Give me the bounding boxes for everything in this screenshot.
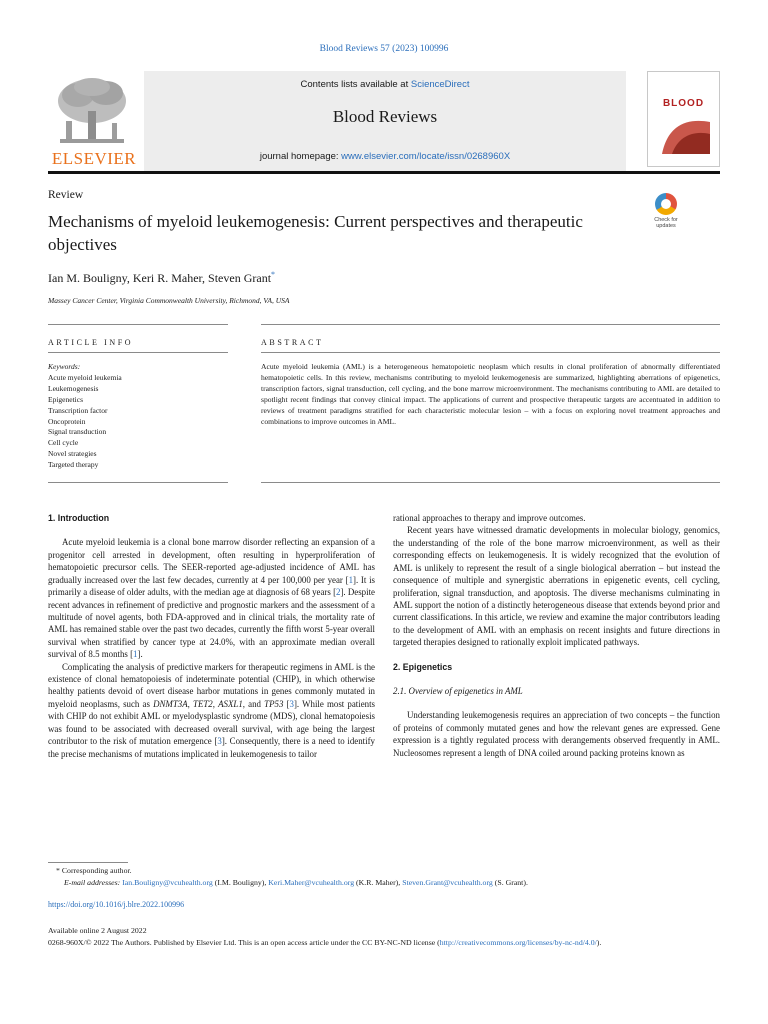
footnote-divider: [48, 862, 128, 863]
corresponding-author-note: * Corresponding author.: [56, 866, 132, 875]
citation-link[interactable]: 2: [336, 587, 341, 598]
keyword[interactable]: Signal transduction: [48, 427, 107, 437]
check-updates-label: Check for updates: [654, 217, 678, 229]
citation-link[interactable]: 1: [133, 649, 138, 660]
homepage-line: [144, 151, 626, 162]
email-link[interactable]: Ian.Bouligny@vcuhealth.org: [122, 878, 213, 887]
keyword[interactable]: Leukemogenesis: [48, 383, 99, 393]
section-heading-introduction: 1. Introduction: [48, 513, 110, 523]
doi-link[interactable]: https://doi.org/10.1016/j.blre.2022.100996: [48, 900, 185, 909]
keywords-label: Keywords:: [48, 362, 81, 371]
article-info-mid-rule: [48, 352, 228, 353]
citation-link[interactable]: 1: [348, 574, 353, 585]
available-online: Available online 2 August 2022: [48, 926, 147, 935]
affiliation: Massey Cancer Center, Virginia Commonwealth University, Richmond, VA, USA: [48, 296, 290, 305]
header-divider: [48, 171, 720, 174]
body-column-right: [393, 512, 720, 759]
keyword[interactable]: Cell cycle: [48, 438, 79, 448]
abstract-top-rule: [261, 324, 720, 325]
paragraph: rational approaches to therapy and improve outcomes.: [393, 513, 586, 523]
license-note: 0268-960X/© 2022 The Authors. Published by Elsevier Ltd. This is an open access article under the CC BY-NC-ND license (http://creativecommons.org/licenses/by-nc-nd/4.0/).: [48, 938, 602, 947]
masthead: [48, 71, 720, 171]
check-updates-icon: [655, 193, 677, 215]
article-info-top-rule: [48, 324, 228, 325]
keyword[interactable]: Acute myeloid leukemia: [48, 372, 122, 382]
abstract-text: Acute myeloid leukemia (AML) is a heterogeneous hematopoietic neoplasm which results in clonal proliferation of abnormally differentiated hematopoietic cells. In this review, mechanisms contributing to myeloid leukemogenesis are summarized, highlighting aberrations of epigenetics, transcription factors, signal transduction, cell cycling, and the bone marrow microenvironment. The mechanisms contributing to AML are detailed to spotlight recent findings that convey clinical impact. The applications of current and prospective therapeutic targets are accentuated in addition to reviews of treatment paradigms stratified for each characteristic molecular lesion – with a focus on exploring novel treatment approaches and combinations to improve outcomes in AML.: [261, 362, 720, 426]
sciencedirect-link[interactable]: ScienceDirect: [410, 79, 470, 90]
keyword[interactable]: Transcription factor: [48, 405, 108, 415]
keyword[interactable]: Novel strategies: [48, 449, 97, 459]
article-type: Review: [48, 189, 84, 201]
email-link[interactable]: Steven.Grant@vcuhealth.org: [402, 878, 493, 887]
elsevier-wordmark: ELSEVIER: [51, 149, 137, 168]
corresponding-author-link[interactable]: *: [271, 270, 276, 279]
journal-band: [144, 71, 626, 171]
author-list: [48, 270, 275, 286]
journal-title: Blood Reviews: [332, 107, 438, 126]
abstract-heading: ABSTRACT: [261, 338, 324, 347]
keywords-list: [48, 362, 228, 471]
paragraph: Acute myeloid leukemia is a clonal bone marrow disorder reflecting an expansion of a progenitor cell arrested in development, often resulting in hyperproliferation of hematopoietic precursor cells. The SEER-reported age-adjusted incidence of AML has gradually increased over the last few decades, currently at 4 per 100,000 per year [1]. It is primarily a disease of older adults, with the median age at diagnosis of 68 years [2]. Despite recent advances in refinement of predictive and prognostic markers and the assessment of a multitude of novel agents, both FDA-approved and in clinical trials, the mortality rate of AML has remained stable over the past two decades, currently the fifth worst 5-year overall survival when stratified by cancer type at 24.0%, with an approximate median overall survival of 8.5 months [1].: [48, 537, 375, 660]
paragraph: Recent years have witnessed dramatic developments in molecular biology, genomics, the understanding of the role of the bone marrow microenvironment, as well as their corresponding effects on leukemogenesis. It is widely recognized that the evolution of AML is unlikely to represent the result of a single biological aberration – but instead the consequence of multiple and synergistic aberrations in epigenetic events, cell cycling, proliferation, signal transduction, and apoptosis. The diverse mechanisms culminating in AML support the notion of a distinctly heterogeneous disease that extends beyond prior and current classifications. In this article, we review and examine the major contributors leading to the development of AML with an emphasis on recent insights and future directions in targeted therapies designed to rationally exploit implicated pathways.: [393, 525, 720, 648]
abstract-bottom-rule: [261, 482, 720, 483]
elsevier-logo: [48, 71, 140, 171]
email-link[interactable]: Keri.Maher@vcuhealth.org: [268, 878, 355, 887]
email-addresses: E-mail addresses: Ian.Bouligny@vcuhealth.org (I.M. Bouligny), Keri.Maher@vcuhealth.org (K.R. Maher), Steven.Grant@vcuhealth.org (S. Grant).: [64, 878, 528, 887]
journal-cover-image: [647, 71, 720, 167]
journal-homepage-link[interactable]: www.elsevier.com/locate/issn/0268960X: [341, 151, 511, 162]
citation-link[interactable]: 3: [289, 698, 294, 709]
section-heading-epigenetics: 2. Epigenetics: [393, 661, 453, 672]
subsection-heading: 2.1. Overview of epigenetics in AML: [393, 686, 523, 697]
authors-text: Ian M. Bouligny, Keri R. Maher, Steven Grant: [48, 271, 272, 285]
keyword[interactable]: Oncoprotein: [48, 416, 86, 426]
article-title: Mechanisms of myeloid leukemogenesis: Current perspectives and therapeutic objectives: [48, 212, 583, 254]
license-link[interactable]: http://creativecommons.org/licenses/by-nc-nd/4.0/: [439, 938, 597, 947]
homepage-prefix: journal homepage:: [259, 151, 342, 162]
article-info-heading: ARTICLE INFO: [48, 338, 134, 347]
contents-line: [144, 79, 626, 90]
check-for-updates-button[interactable]: [646, 193, 686, 229]
keyword[interactable]: Epigenetics: [48, 394, 83, 404]
cover-art-icon: [658, 114, 714, 158]
contents-prefix: Contents lists available at: [300, 79, 411, 90]
body-column-left: [48, 512, 375, 760]
paragraph: Understanding leukemogenesis requires an appreciation of two concepts – the function of proteins of commonly mutated genes and how the relevant genes are expressed. Gene expression is a tightly regulated process with derangements observed frequently in AML. Nucleosomes represent a length of DNA coiled around packing proteins known as: [393, 710, 720, 758]
citation-link[interactable]: 3: [217, 736, 222, 747]
elsevier-tree-icon: [54, 75, 130, 149]
abstract-mid-rule: [261, 352, 720, 353]
article-info-bottom-rule: [48, 482, 228, 483]
keyword[interactable]: Targeted therapy: [48, 460, 99, 470]
cover-title: BLOOD: [662, 98, 705, 109]
journal-citation[interactable]: Blood Reviews 57 (2023) 100996: [319, 44, 449, 54]
paragraph: Complicating the analysis of predictive markers for therapeutic regimens in AML is the existence of clonal hematopoiesis of indeterminate potential (CHIP), in which otherwise healthy patients devoid of overt disease harbor mutations in genes commonly mutated in myeloid neoplasms, such as DNMT3A, TET2, ASXL1, and TP53 [3]. While most patients with CHIP do not exhibit AML or myelodysplastic syndrome (MDS), clonal hematopoiesis was found to be associated with decreased overall survival, with age being the largest contributor to the risk of mutation emergence [3]. Consequently, there is a need to identify the precise mechanisms of mutations implicated in leukemogenesis to tailor: [48, 661, 376, 759]
